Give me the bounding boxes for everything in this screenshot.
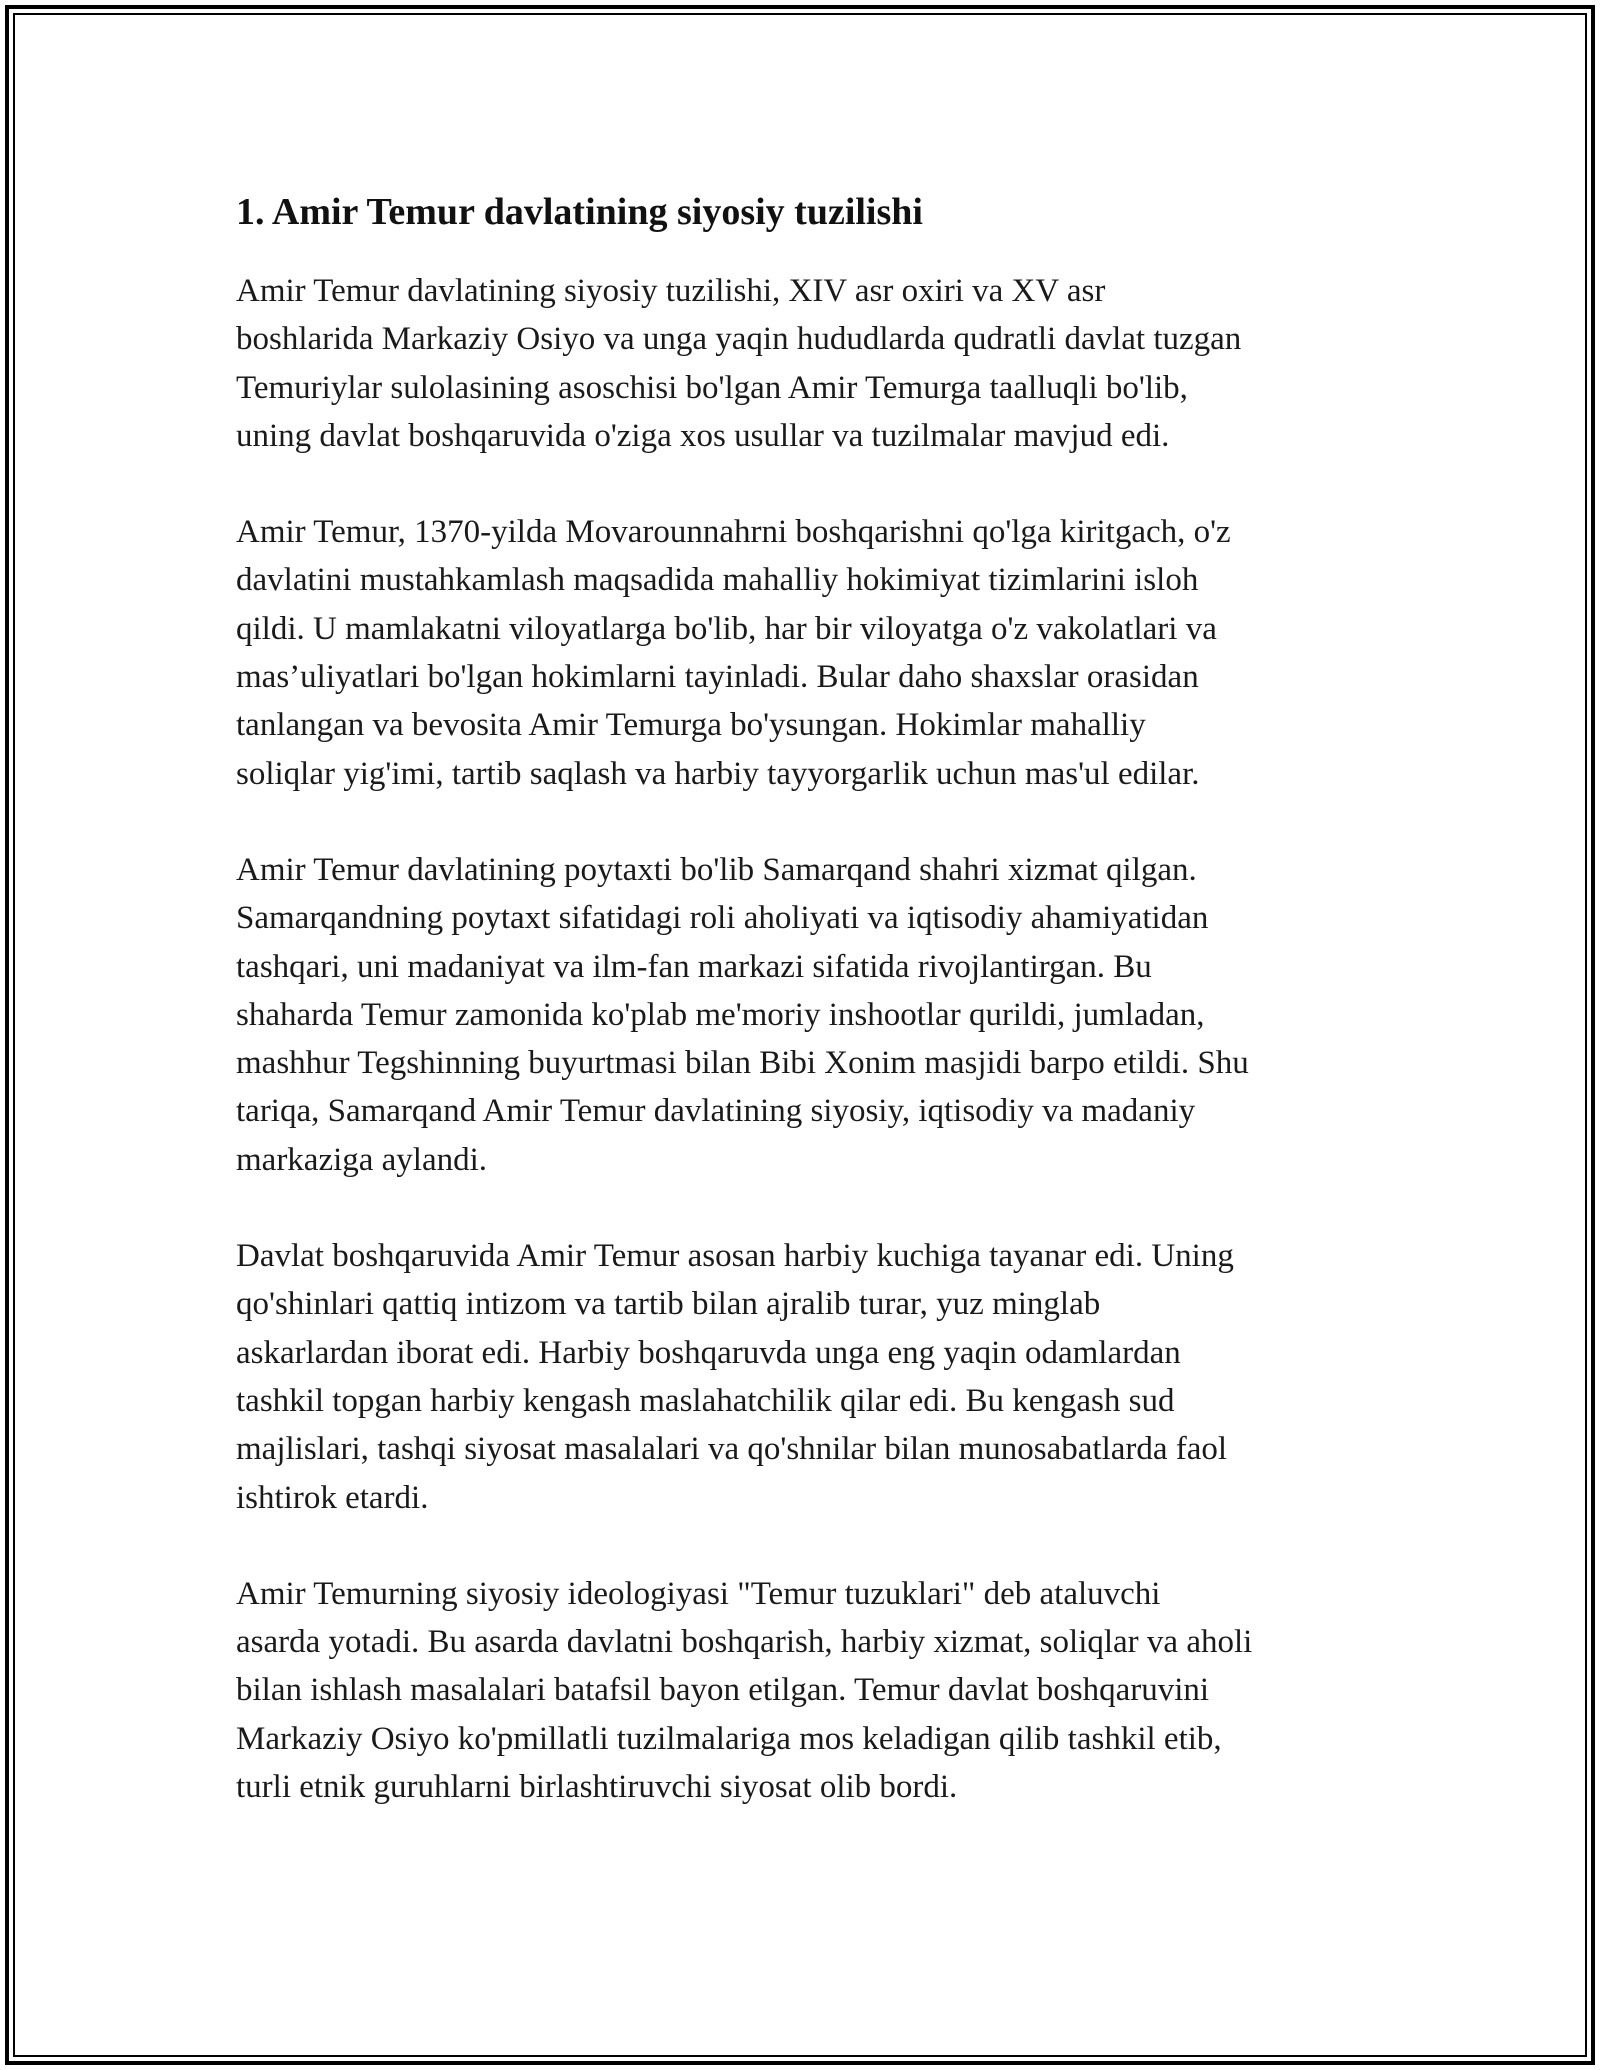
paragraph-intro: Amir Temur davlatining siyosiy tuzilishi, XIV asr oxiri va XV asr boshlarida Markaziy Osiyo va unga yaqin hududlarda qudratli davlat tuzgan Temuriylar sulolasining asoschisi bo'lgan Amir Temurga taalluqli bo'lib, uning davlat boshqaruvida o'ziga xos usullar va tuzilmalar mavjud edi. bbox=[236, 273, 1242, 454]
paragraph-military-power: Davlat boshqaruvida Amir Temur asosan harbiy kuchiga tayanar edi. Uning qo'shinlari qattiq intizom va tartib bilan ajralib turar, yuz minglab askarlardan iborat edi. Harbiy boshqaruvda unga eng yaqin odamlardan tashkil topgan harbiy kengash maslahatchilik qilar edi. Bu kengash sud majlislari, tashqi siyosat masalalari va qo'shnilar bilan munosabatlarda faol ishtirok etardi. bbox=[236, 1238, 1234, 1516]
page-title: 1. Amir Temur davlatining siyosiy tuzilishi bbox=[236, 191, 923, 233]
paragraph-capital-samarqand: Amir Temur davlatining poytaxti bo'lib Samarqand shahri xizmat qilgan. Samarqandning poytaxt sifatidagi roli aholiyati va iqtisodiy ahamiyatidan tashqari, uni madaniyat va ilm-fan markazi sifatida rivojlantirgan. Bu shaharda Temur zamonida ko'plab me'moriy inshootlar qurildi, jumladan, mashhur Tegshinning buyurtmasi bilan Bibi Xonim masjidi barpo etildi. Shu tariqa, Samarqand Amir Temur davlatining siyosiy, iqtisodiy va madaniy markaziga aylandi. bbox=[236, 851, 1249, 1178]
paragraph-regional-governance: Amir Temur, 1370-yilda Movarounnahrni boshqarishni qo'lga kiritgach, o'z davlatini mustahkamlash maqsadida mahalliy hokimiyat tizimlarini isloh qildi. U mamlakatni viloyatlarga bo'lib, har bir viloyatga o'z vakolatlari va mas’uliyatlari bo'lgan hokimlarni tayinladi. Bular daho shaxslar orasidan tanlangan va bevosita Amir Temurga bo'ysungan. Hokimlar mahalliy soliqlar yig'imi, tartib saqlash va harbiy tayyorgarlik uchun mas'ul edilar. bbox=[236, 514, 1231, 792]
document-body bbox=[236, 186, 1376, 1859]
paragraph-ideology: Amir Temurning siyosiy ideologiyasi "Temur tuzuklari" deb ataluvchi asarda yotadi. Bu asarda davlatni boshqarish, harbiy xizmat, soliqlar va aholi bilan ishlash masalalari batafsil bayon etilgan. Temur davlat boshqaruvini Markaziy Osiyo ko'pmillatli tuzilmalariga mos keladigan qilib tashkil etib, turli etnik guruhlarni birlashtiruvchi siyosat olib bordi. bbox=[236, 1575, 1253, 1806]
